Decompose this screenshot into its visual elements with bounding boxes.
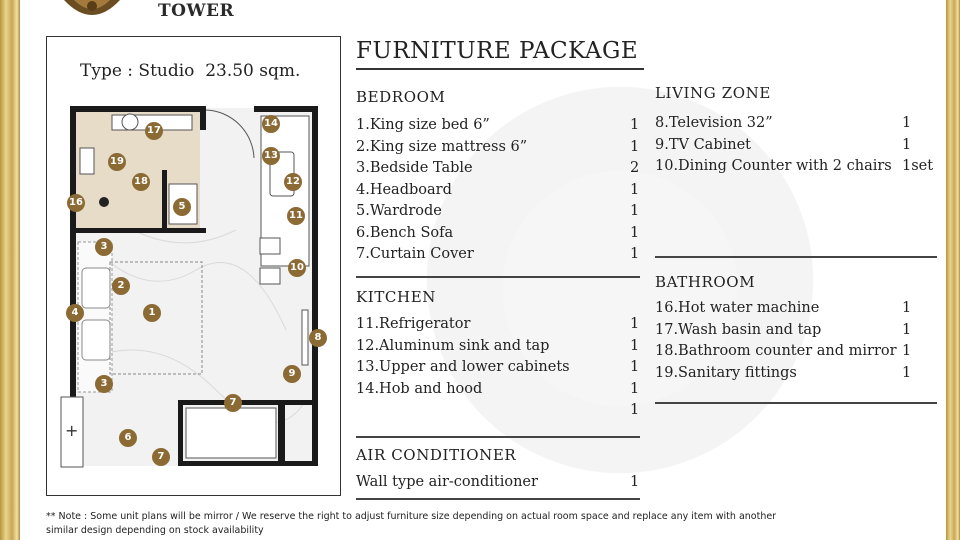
plan-badge: 12 (284, 173, 302, 191)
floor-plan-drawing (56, 100, 326, 480)
bathroom-item-qty: 1 (902, 364, 912, 381)
gold-border-right (946, 0, 960, 540)
living-item-qty: 1 (902, 136, 912, 153)
bathroom-item-qty: 1 (902, 343, 912, 359)
bedroom-item-qty: 1 (630, 224, 640, 241)
kitchen-item-label: 13.Upper and lower cabinets (356, 359, 570, 375)
plan-badge: 19 (108, 153, 126, 171)
bedroom-item-label: 4.Headboard (356, 181, 452, 198)
plan-badge: 14 (262, 115, 280, 133)
section-bathroom-title: BATHROOM (655, 273, 756, 291)
package-title-underline (356, 68, 644, 70)
lion-watermark (410, 70, 830, 490)
plan-badge: 9 (283, 365, 301, 383)
bedroom-item-label: 7.Curtain Cover (356, 246, 474, 262)
air-item-label: Wall type air-conditioner (356, 474, 538, 490)
section-kitchen-title: KITCHEN (356, 288, 436, 306)
plan-badge: 5 (173, 198, 191, 216)
brand-tower-text: TOWER (158, 1, 235, 21)
kitchen-item-qty: 1 (630, 359, 640, 375)
living-item-label: 8.Television 32” (655, 115, 773, 131)
living-divider (655, 256, 937, 258)
plan-badge: 1 (143, 304, 161, 322)
plan-badge: 11 (287, 207, 305, 225)
plan-badge: 7 (224, 394, 242, 412)
kitchen-item-label: 12.Aluminum sink and tap (356, 337, 550, 354)
plan-badge: 4 (66, 304, 84, 322)
living-item-label: 10.Dining Counter with 2 chairs (655, 158, 892, 174)
plan-badge: 13 (262, 147, 280, 165)
living-item-label: 9.TV Cabinet (655, 136, 751, 153)
gold-border-left (0, 0, 20, 540)
plan-badge: 6 (119, 429, 137, 447)
svg-text:+: + (65, 421, 79, 440)
kitchen-item-qty: 1 (630, 402, 640, 418)
kitchen-item-label: 14.Hob and hood (356, 380, 483, 397)
bathroom-item-label: 17.Wash basin and tap (655, 321, 822, 338)
bathroom-divider (655, 402, 937, 404)
bathroom-item-label: 16.Hot water machine (655, 300, 820, 316)
bedroom-item-qty: 1 (630, 117, 640, 133)
kitchen-item-qty: 1 (630, 316, 640, 332)
living-item-qty: 1set (902, 158, 934, 174)
kitchen-item-qty: 1 (630, 380, 640, 397)
living-item-qty: 1 (902, 115, 912, 131)
plan-badge: 18 (132, 173, 150, 191)
kitchen-divider (356, 436, 640, 438)
air-item-qty: 1 (630, 474, 640, 490)
bathroom-item-qty: 1 (902, 300, 912, 316)
plan-badge: 3 (95, 238, 113, 256)
plan-badge: 2 (112, 277, 130, 295)
bathroom-item-label: 19.Sanitary fittings (655, 364, 797, 381)
kitchen-item-qty: 1 (630, 337, 640, 354)
plan-badge: 16 (67, 194, 85, 212)
bedroom-divider (356, 276, 640, 278)
plan-badge: 3 (95, 375, 113, 393)
bathroom-item-qty: 1 (902, 321, 912, 338)
bedroom-item-label: 1.King size bed 6” (356, 117, 490, 133)
plan-badge: 8 (309, 329, 327, 347)
bedroom-item-label: 6.Bench Sofa (356, 224, 454, 241)
bedroom-item-label: 3.Bedside Table (356, 160, 473, 176)
bedroom-item-qty: 1 (630, 203, 640, 219)
bedroom-item-label: 2.King size mattress 6” (356, 138, 528, 155)
package-title: FURNITURE PACKAGE (356, 38, 639, 64)
bedroom-item-qty: 2 (630, 160, 640, 176)
air-divider (356, 498, 640, 500)
plan-badge: 10 (288, 259, 306, 277)
lion-logo (60, 0, 124, 22)
section-air-conditioner-title: AIR CONDITIONER (356, 446, 517, 464)
kitchen-item-label: 11.Refrigerator (356, 316, 471, 332)
footnote: ** Note : Some unit plans will be mirror / We reserve the right to adjust furniture size depending on actual room space and replace any item with another similar design depending on stock availability (46, 511, 777, 536)
section-bedroom-title: BEDROOM (356, 88, 446, 106)
bedroom-item-qty: 1 (630, 138, 640, 155)
bedroom-item-qty: 1 (630, 181, 640, 198)
plan-badge: 17 (145, 122, 163, 140)
section-living-zone-title: LIVING ZONE (655, 84, 771, 102)
bathroom-item-label: 18.Bathroom counter and mirror (655, 343, 897, 359)
bedroom-item-qty: 1 (630, 246, 640, 262)
plan-badge: 7 (152, 448, 170, 466)
unit-type-title: Type : Studio 23.50 sqm. (80, 61, 301, 81)
bedroom-item-label: 5.Wardrode (356, 203, 442, 219)
